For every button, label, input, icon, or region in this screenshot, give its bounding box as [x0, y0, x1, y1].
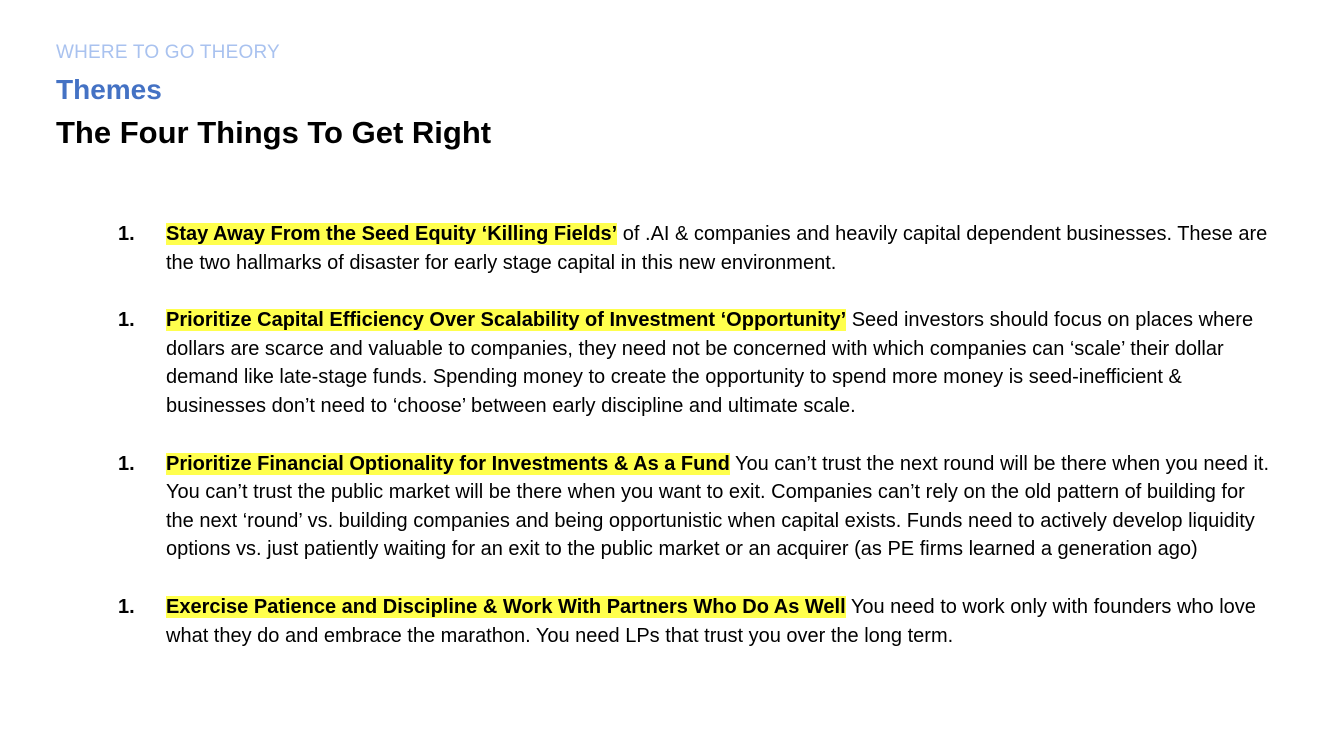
list-item-text — [166, 450, 1278, 564]
highlighted-heading: Prioritize Financial Optionality for Investments & As a Fund — [166, 452, 730, 475]
list-item-number: 1. — [118, 223, 135, 245]
highlighted-heading: Exercise Patience and Discipline & Work With Partners Who Do As Well — [166, 595, 846, 618]
list-item-number: 1. — [118, 452, 135, 475]
section-kicker: WHERE TO GO THEORY — [56, 42, 280, 63]
list-item — [118, 306, 1278, 420]
highlighted-heading: Prioritize Capital Efficiency Over Scalability of Investment ‘Opportunity’ — [166, 309, 847, 332]
highlighted-heading: Stay Away From the Seed Equity ‘Killing Fields’ — [166, 223, 618, 245]
list-item-number: 1. — [118, 309, 135, 332]
item-body: of .AI & companies and heavily capital dependent businesses. These are the two hallmarks of disaster for early stage capital in this new environment. — [166, 223, 1268, 274]
list-item — [118, 593, 1278, 650]
themes-list — [118, 220, 1278, 679]
slide-title: The Four Things To Get Right — [56, 115, 492, 150]
item-body: You can’t trust the next round will be there when you need it. You can’t trust the public market will be there when you want to exit. Companies can’t rely on the old pattern of building for the next ‘round’ vs. building companies and being opportunistic when capital exists. Funds need to actively develop liquidity options vs. just patiently waiting for an exit to the public market or an acquirer (as PE firms learned a generation ago) — [166, 452, 1270, 561]
list-item-text — [166, 220, 1278, 277]
list-item — [118, 220, 1278, 277]
list-item-text — [166, 306, 1278, 420]
list-item — [118, 450, 1278, 564]
item-body: Seed investors should focus on places where dollars are scarce and valuable to companies, they need not be concerned with which companies can ‘scale’ their dollar demand like late-stage funds. Spending money to create the opportunity to spend more money is seed-inefficient & businesses don’t need to ‘choose’ between early discipline and ultimate scale. — [166, 309, 1254, 417]
list-item-text — [166, 593, 1278, 650]
item-body: You need to work only with founders who love what they do and embrace the marathon. You need LPs that trust you over the long term. — [166, 595, 1256, 647]
section-title: Themes — [56, 74, 162, 105]
list-item-number: 1. — [118, 595, 135, 618]
